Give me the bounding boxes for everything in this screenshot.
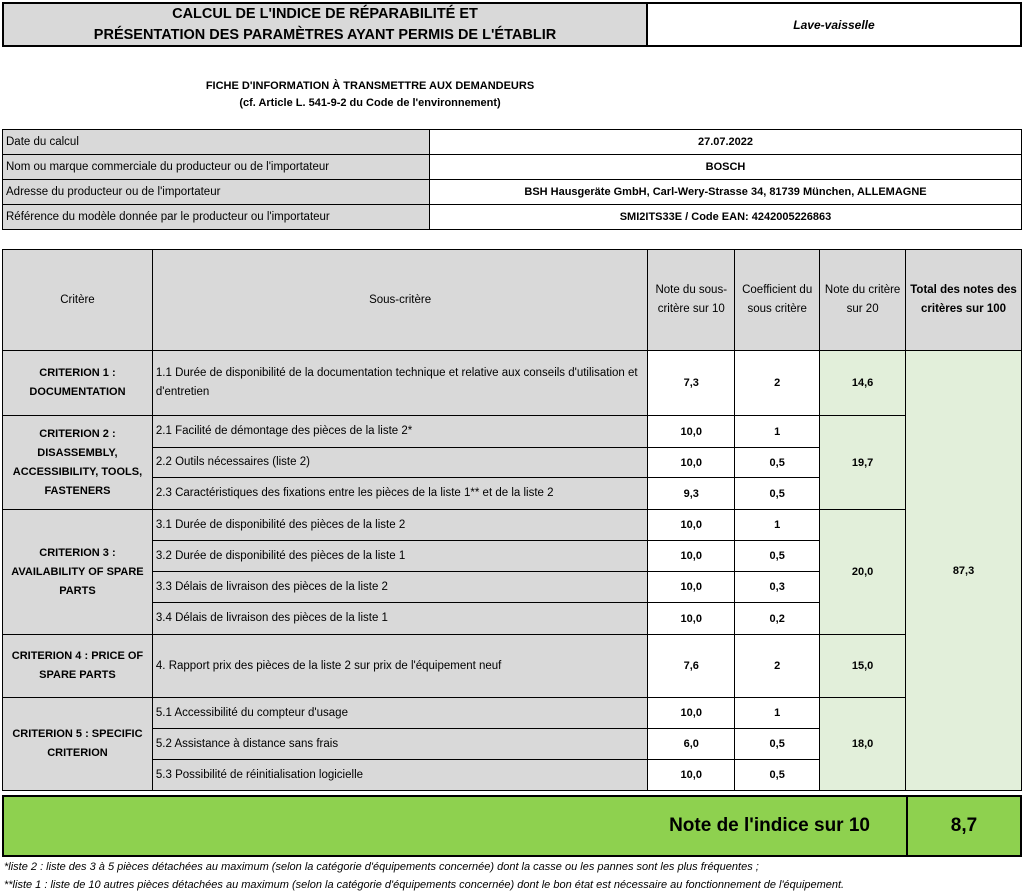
sub-criterion-coefficient: 1	[735, 698, 820, 729]
info-row	[3, 155, 1022, 180]
criterion-score: 15,0	[820, 635, 906, 698]
header-total: Total des notes des critères sur 100	[906, 250, 1022, 351]
criterion-score: 19,7	[820, 416, 906, 510]
document-title	[2, 2, 648, 47]
table-row	[3, 416, 1022, 448]
info-row	[3, 130, 1022, 155]
criterion-score: 14,6	[820, 351, 906, 416]
info-value: BOSCH	[430, 155, 1022, 180]
criterion-name: CRITERION 3 : AVAILABILITY OF SPARE PARTS	[3, 510, 153, 635]
criterion-score: 18,0	[820, 698, 906, 791]
header-note-sous-critere: Note du sous-critère sur 10	[648, 250, 735, 351]
sub-criterion-label: 1.1 Durée de disponibilité de la documentation technique et relative aux conseils d'utilisation et d'entretien	[152, 351, 647, 416]
sub-criterion-label: 3.1 Durée de disponibilité des pièces de la liste 2	[152, 510, 647, 541]
info-label: Adresse du producteur ou de l'importateur	[3, 180, 430, 205]
criteria-table	[2, 249, 1022, 791]
header-coefficient: Coefficient du sous critère	[735, 250, 820, 351]
sub-criterion-coefficient: 0,5	[735, 729, 820, 760]
sub-criterion-label: 4. Rapport prix des pièces de la liste 2 sur prix de l'équipement neuf	[152, 635, 647, 698]
sub-criterion-coefficient: 0,3	[735, 572, 820, 603]
fiche-line-1: FICHE D'INFORMATION À TRANSMETTRE AUX DEMANDEURS	[205, 80, 535, 92]
final-score-label: Note de l'indice sur 10	[4, 797, 908, 855]
fiche-heading	[0, 78, 740, 112]
sub-criterion-note: 6,0	[648, 729, 735, 760]
final-score-row	[2, 795, 1022, 857]
sub-criterion-coefficient: 0,5	[735, 448, 820, 478]
sub-criterion-note: 10,0	[648, 541, 735, 572]
title-line-2: PRÉSENTATION DES PARAMÈTRES AYANT PERMIS DE L'ÉTABLIR	[93, 26, 557, 43]
sub-criterion-coefficient: 0,5	[735, 478, 820, 510]
sub-criterion-note: 7,3	[648, 351, 735, 416]
footnote-liste-2: *liste 2 : liste des 3 à 5 pièces détachées au maximum (selon la catégorie d'équipements concernée) dont la casse ou les pannes sont les plus fréquentes ;	[4, 861, 759, 873]
sub-criterion-coefficient: 2	[735, 635, 820, 698]
sub-criterion-label: 5.1 Accessibilité du compteur d'usage	[152, 698, 647, 729]
sub-criterion-label: 2.2 Outils nécessaires (liste 2)	[152, 448, 647, 478]
header-note-critere: Note du critère sur 20	[820, 250, 906, 351]
info-row	[3, 205, 1022, 230]
info-label: Date du calcul	[3, 130, 430, 155]
sub-criterion-note: 10,0	[648, 510, 735, 541]
header-sous-critere: Sous-critère	[152, 250, 647, 351]
sub-criterion-note: 10,0	[648, 698, 735, 729]
footnote-liste-1: **liste 1 : liste de 10 autres pièces détachées au maximum (selon la catégorie d'équipements concernée) dont le bon état est nécessaire au fonctionnement de l'équipement.	[4, 879, 845, 891]
table-row	[3, 635, 1022, 698]
sub-criterion-note: 10,0	[648, 760, 735, 791]
title-line-1: CALCUL DE L'INDICE DE RÉPARABILITÉ ET	[172, 5, 478, 22]
sub-criterion-label: 3.2 Durée de disponibilité des pièces de la liste 1	[152, 541, 647, 572]
table-header-row	[3, 250, 1022, 351]
criterion-name: CRITERION 1 : DOCUMENTATION	[3, 351, 153, 416]
criterion-score: 20,0	[820, 510, 906, 635]
sub-criterion-note: 10,0	[648, 572, 735, 603]
sub-criterion-coefficient: 0,2	[735, 603, 820, 635]
sub-criterion-label: 3.3 Délais de livraison des pièces de la liste 2	[152, 572, 647, 603]
sub-criterion-coefficient: 0,5	[735, 760, 820, 791]
criterion-name: CRITERION 4 : PRICE OF SPARE PARTS	[3, 635, 153, 698]
sub-criterion-coefficient: 2	[735, 351, 820, 416]
product-type: Lave-vaisselle	[648, 2, 1022, 47]
info-table	[2, 129, 1022, 230]
info-value: SMI2ITS33E / Code EAN: 4242005226863	[430, 205, 1022, 230]
fiche-line-2: (cf. Article L. 541-9-2 du Code de l'environnement)	[239, 97, 501, 109]
sub-criterion-note: 7,6	[648, 635, 735, 698]
table-row	[3, 351, 1022, 416]
sub-criterion-note: 10,0	[648, 416, 735, 448]
header-critere: Critère	[3, 250, 153, 351]
info-label: Nom ou marque commerciale du producteur ou de l'importateur	[3, 155, 430, 180]
sub-criterion-label: 2.1 Facilité de démontage des pièces de la liste 2*	[152, 416, 647, 448]
info-label: Référence du modèle donnée par le producteur ou l'importateur	[3, 205, 430, 230]
sub-criterion-coefficient: 0,5	[735, 541, 820, 572]
sub-criterion-label: 5.2 Assistance à distance sans frais	[152, 729, 647, 760]
total-score: 87,3	[906, 351, 1022, 791]
final-score-value: 8,7	[950, 815, 978, 836]
info-value: BSH Hausgeräte GmbH, Carl-Wery-Strasse 34, 81739 München, ALLEMAGNE	[430, 180, 1022, 205]
criterion-name: CRITERION 2 : DISASSEMBLY, ACCESSIBILITY, TOOLS, FASTENERS	[3, 416, 153, 510]
criterion-name: CRITERION 5 : SPECIFIC CRITERION	[3, 698, 153, 791]
sub-criterion-label: 2.3 Caractéristiques des fixations entre les pièces de la liste 1** et de la liste 2	[152, 478, 647, 510]
sub-criterion-label: 5.3 Possibilité de réinitialisation logicielle	[152, 760, 647, 791]
sub-criterion-note: 9,3	[648, 478, 735, 510]
info-value: 27.07.2022	[430, 130, 1022, 155]
info-row	[3, 180, 1022, 205]
sub-criterion-note: 10,0	[648, 448, 735, 478]
sub-criterion-note: 10,0	[648, 603, 735, 635]
sub-criterion-coefficient: 1	[735, 416, 820, 448]
table-row	[3, 698, 1022, 729]
sub-criterion-coefficient: 1	[735, 510, 820, 541]
sub-criterion-label: 3.4 Délais de livraison des pièces de la liste 1	[152, 603, 647, 635]
table-row	[3, 510, 1022, 541]
